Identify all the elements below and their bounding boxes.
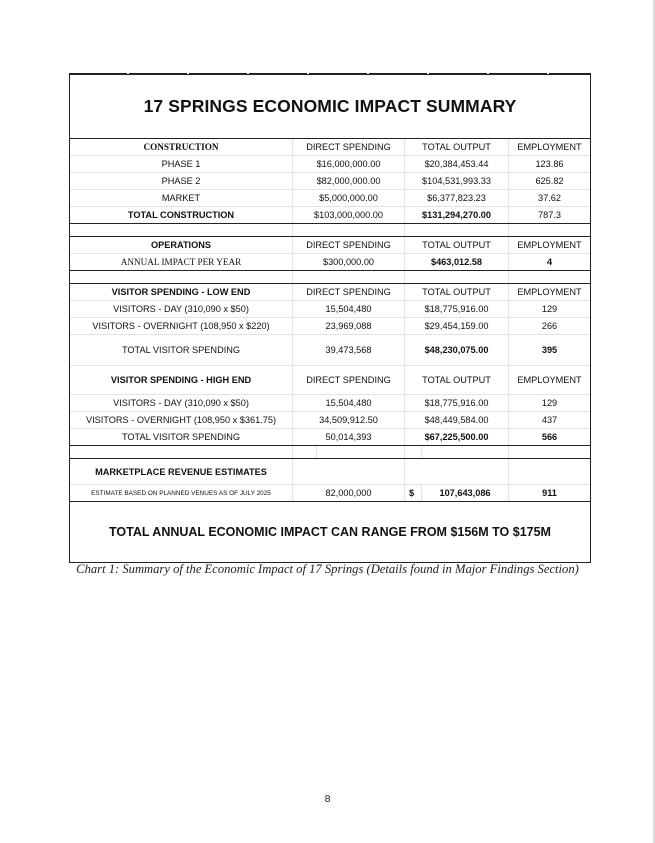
employment-value: 129	[541, 398, 558, 408]
row-label: VISITORS - OVERNIGHT (108,950 x $361.75)	[70, 412, 293, 428]
economic-impact-table	[69, 74, 591, 563]
output-value: $6,377,823.23	[405, 190, 509, 206]
row-label: PHASE 1	[70, 156, 293, 172]
employment-value: 4	[546, 257, 553, 267]
row-label: ANNUAL IMPACT PER YEAR	[70, 254, 293, 270]
employment-value: 787.3	[538, 210, 561, 220]
output-value: $29,454,159.00	[405, 318, 509, 334]
table-row	[70, 254, 590, 271]
marketplace-row	[70, 485, 590, 502]
direct-value: $5,000,000.00	[293, 190, 405, 206]
table-row	[70, 395, 590, 412]
visitor-high-header: VISITOR SPENDING - HIGH END	[70, 366, 293, 394]
employment-value: 123.86	[535, 159, 564, 169]
direct-value: 50,014,393	[293, 429, 405, 445]
output-value: $67,225,500.00	[405, 429, 509, 445]
operations-header: OPERATIONS	[70, 237, 293, 253]
table-row	[70, 190, 590, 207]
output-value: 107,643,086	[422, 485, 509, 501]
col-header-employment: EMPLOYMENT	[517, 375, 582, 385]
row-label: TOTAL VISITOR SPENDING	[70, 429, 293, 445]
col-header-employment: EMPLOYMENT	[517, 240, 582, 250]
direct-value: $103,000,000.00	[293, 207, 405, 223]
employment-value: 395	[541, 345, 558, 355]
visitor-high-total-row	[70, 429, 590, 446]
marketplace-header: MARKETPLACE REVENUE ESTIMATES	[70, 459, 293, 484]
output-value: $48,230,075.00	[405, 335, 509, 365]
construction-total-row	[70, 207, 590, 224]
employment-value: 129	[541, 304, 558, 314]
visitor-low-header: VISITOR SPENDING - LOW END	[70, 284, 293, 300]
table-row	[70, 301, 590, 318]
employment-value: 437	[541, 415, 558, 425]
visitor-high-header-row	[70, 366, 590, 395]
spacer-row	[70, 446, 590, 459]
direct-value: 82,000,000	[293, 485, 405, 501]
table-row	[70, 318, 590, 335]
direct-value: 15,504,480	[293, 301, 405, 317]
output-value: $104,531,993.33	[405, 173, 509, 189]
employment-value: 266	[541, 321, 558, 331]
col-header-direct: DIRECT SPENDING	[293, 284, 405, 300]
currency-symbol: $	[405, 485, 422, 501]
marketplace-header-row	[70, 459, 590, 485]
col-header-direct: DIRECT SPENDING	[293, 366, 405, 394]
output-value: $463,012.58	[405, 254, 509, 270]
page-number: 8	[324, 793, 331, 805]
table-row	[70, 156, 590, 173]
output-value: $48,449,584.00	[405, 412, 509, 428]
employment-value: 625.82	[535, 176, 564, 186]
col-header-employment: EMPLOYMENT	[517, 287, 582, 297]
output-value: $20,384,453.44	[405, 156, 509, 172]
col-header-output: TOTAL OUTPUT	[405, 237, 509, 253]
col-header-output: TOTAL OUTPUT	[405, 284, 509, 300]
col-header-output: TOTAL OUTPUT	[405, 366, 509, 394]
row-label: TOTAL VISITOR SPENDING	[70, 335, 293, 365]
construction-header: CONSTRUCTION	[70, 139, 293, 155]
table-title: 17 SPRINGS ECONOMIC IMPACT SUMMARY	[70, 75, 590, 139]
col-header-employment: EMPLOYMENT	[517, 142, 582, 152]
direct-value: 15,504,480	[293, 395, 405, 411]
col-header-output: TOTAL OUTPUT	[405, 139, 509, 155]
direct-value: $300,000.00	[293, 254, 405, 270]
construction-header-row	[70, 139, 590, 156]
row-label: VISITORS - DAY (310,090 x $50)	[70, 301, 293, 317]
output-value: $18,775,916.00	[405, 395, 509, 411]
table-row	[70, 173, 590, 190]
row-label: ESTIMATE BASED ON PLANNED VENUES AS OF JULY 2025	[70, 485, 293, 501]
direct-value: $16,000,000.00	[293, 156, 405, 172]
col-header-direct: DIRECT SPENDING	[293, 139, 405, 155]
row-label: VISITORS - DAY (310,090 x $50)	[70, 395, 293, 411]
visitor-low-header-row	[70, 284, 590, 301]
output-value: $18,775,916.00	[405, 301, 509, 317]
direct-value: 39,473,568	[293, 335, 405, 365]
row-label: TOTAL CONSTRUCTION	[70, 207, 293, 223]
output-value: $131,294,270.00	[405, 207, 509, 223]
chart-caption: Chart 1: Summary of the Economic Impact of 17 Springs (Details found in Major Findings Section)	[76, 562, 579, 576]
table-row	[70, 412, 590, 429]
col-header-direct: DIRECT SPENDING	[293, 237, 405, 253]
row-label: PHASE 2	[70, 173, 293, 189]
operations-header-row	[70, 237, 590, 254]
total-impact-summary: TOTAL ANNUAL ECONOMIC IMPACT CAN RANGE FROM $156M TO $175M	[109, 525, 551, 539]
employment-value: 911	[542, 488, 557, 498]
direct-value: 34,509,912.50	[293, 412, 405, 428]
employment-value: 37.62	[538, 193, 561, 203]
row-label: MARKET	[70, 190, 293, 206]
row-label: VISITORS - OVERNIGHT (108,950 x $220)	[70, 318, 293, 334]
visitor-low-total-row	[70, 335, 590, 366]
employment-value: 566	[541, 432, 558, 442]
direct-value: 23,969,088	[293, 318, 405, 334]
direct-value: $82,000,000.00	[293, 173, 405, 189]
spacer-row	[70, 271, 590, 284]
spacer-row	[70, 224, 590, 237]
